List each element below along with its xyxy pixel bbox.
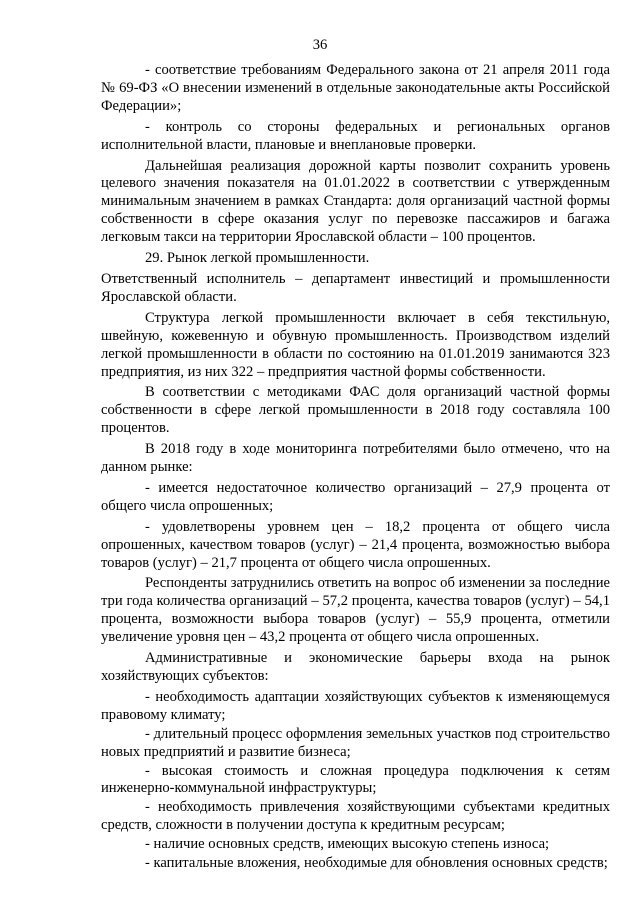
- list-item: - необходимость адаптации хозяйствующих субъектов к изменяющемуся правовому климату;: [101, 688, 610, 723]
- list-item: - капитальные вложения, необходимые для обновления основных средств;: [145, 855, 608, 872]
- section-heading: 29. Рынок легкой промышленности.: [145, 250, 370, 267]
- paragraph: Структура легкой промышленности включает в себя текстильную, швейную, кожевенную и обувную промышленность. Производством изделий легкой промышленности в области по состоянию на 01.01.2019 занимаются 323 предприятия, из них 322 – предприятия частной формы собственности.: [101, 309, 610, 380]
- paragraph: В соответствии с методиками ФАС доля организаций частной формы собственности в сфере легкой промышленности в 2018 году составляла 100 процентов.: [101, 384, 610, 437]
- list-item: - высокая стоимость и сложная процедура подключения к сетям инженерно-коммунальной инфраструктуры;: [101, 762, 610, 797]
- paragraph: Дальнейшая реализация дорожной карты позволит сохранить уровень целевого значения показателя на 01.01.2022 в соответствии с утвержденным минимальным значением в рамках Стандарта: доля организаций частной формы собственности в сфере оказания услуг по перевозке пассажиров и багажа легковым такси на территории Ярославской области – 100 процентов.: [101, 157, 610, 246]
- paragraph: Административные и экономические барьеры входа на рынок хозяйствующих субъектов:: [101, 650, 610, 684]
- paragraph: В 2018 году в ходе мониторинга потребителями было отмечено, что на данном рынке:: [101, 441, 610, 476]
- list-item: - имеется недостаточное количество организаций – 27,9 процента от общего числа опрошенных;: [101, 479, 610, 514]
- page-number: 36: [312, 37, 328, 53]
- page-body: [101, 62, 610, 874]
- list-item: - необходимость привлечения хозяйствующими субъектами кредитных средств, сложности в получении доступа к кредитным ресурсам;: [101, 799, 610, 834]
- list-item: - наличие основных средств, имеющих высокую степень износа;: [145, 836, 550, 853]
- paragraph: - соответствие требованиям Федерального закона от 21 апреля 2011 года № 69-ФЗ «О внесении изменений в отдельные законодательные акты Российской Федерации»;: [101, 62, 610, 114]
- paragraph: - контроль со стороны федеральных и региональных органов исполнительной власти, плановые и внеплановые проверки.: [101, 118, 610, 153]
- paragraph: Респонденты затруднились ответить на вопрос об изменении за последние три года количества организаций – 57,2 процента, качества товаров (услуг) – 54,1 процента, возможности выбора товаров (услуг) – 55,9 процента, отметили увеличение уровня цен – 43,2 процента от общего числа опрошенных.: [101, 575, 610, 646]
- paragraph: Ответственный исполнитель – департамент инвестиций и промышленности Ярославской области.: [101, 270, 610, 305]
- list-item: - длительный процесс оформления земельных участков под строительство новых предприятий и развитие бизнеса;: [101, 725, 610, 760]
- list-item: - удовлетворены уровнем цен – 18,2 процента от общего числа опрошенных, качеством товаров (услуг) – 21,4 процента, возможностью выбора товаров (услуг) – 21,7 процента от общего числа опрошенных.: [101, 518, 610, 571]
